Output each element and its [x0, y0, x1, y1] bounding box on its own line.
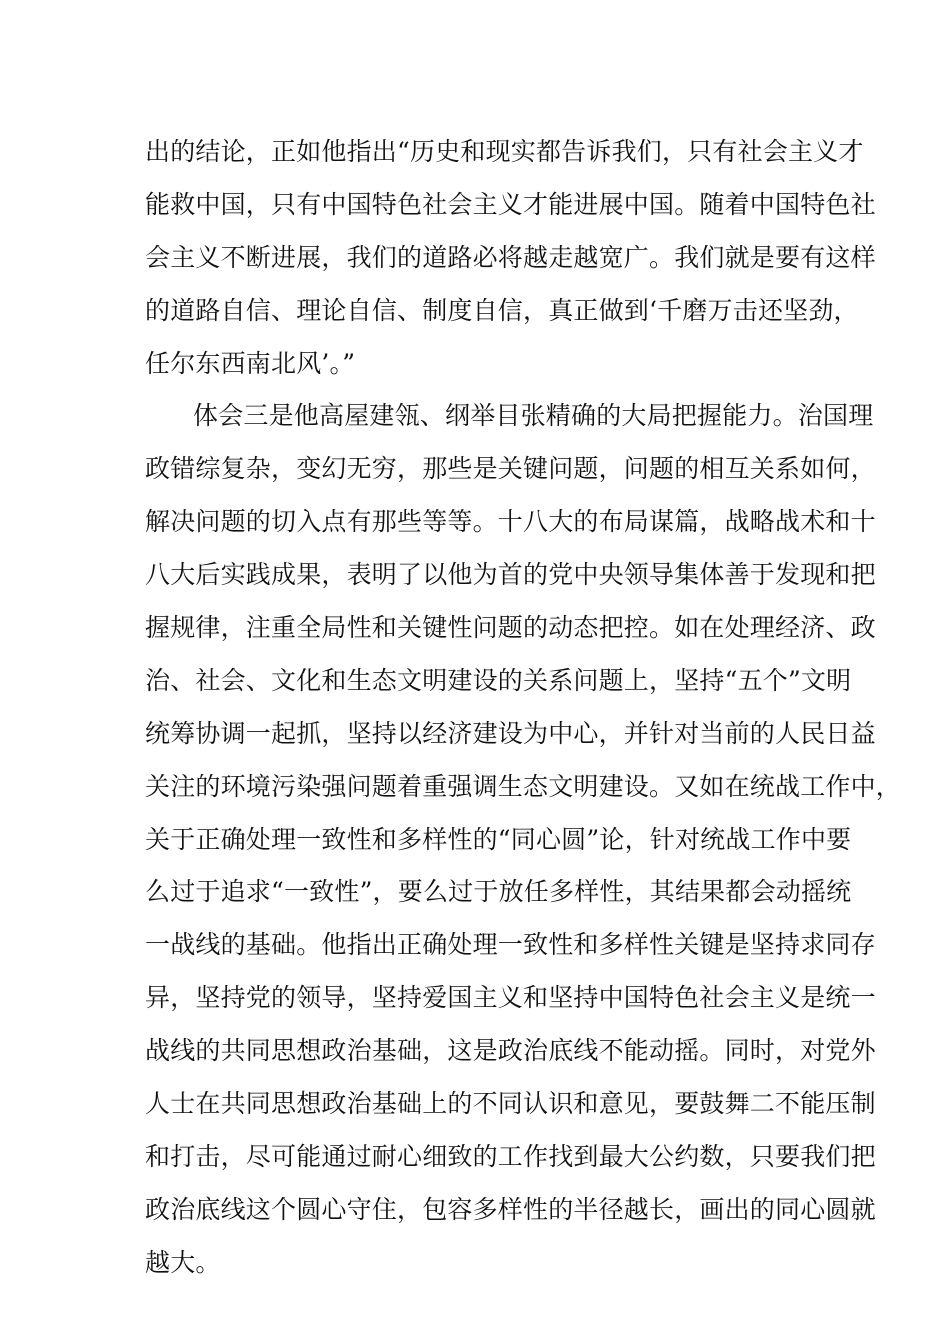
text-line: 一战线的基础。他指出正确处理一致性和多样性关键是坚持求同存: [145, 930, 876, 960]
text-line: 解决问题的切入点有那些等等。十八大的布局谋篇，战略战术和十: [145, 507, 876, 537]
text-line: 和打击，尽可能通过耐心细致的工作找到最大公约数，只要我们把: [145, 1141, 876, 1171]
text-line: 的道路自信、理论自信、制度自信，真正做到‘千磨万击还坚劲，: [145, 295, 859, 325]
body-text: [145, 126, 902, 1290]
text-line: 关注的环境污染强问题着重强调生态文明建设。又如在统战工作中，: [145, 771, 902, 801]
text-line: 会主义不断进展，我们的道路必将越走越宽广。我们就是要有这样: [145, 242, 876, 272]
text-line: 政治底线这个圆心守住，包容多样性的半径越长，画出的同心圆就: [145, 1194, 876, 1224]
text-line: 人士在共同思想政治基础上的不同认识和意见，要鼓舞二不能压制: [145, 1089, 876, 1119]
text-line: 治、社会、文化和生态文明建设的关系问题上，坚持“五个”文明: [145, 665, 852, 695]
text-line: 八大后实践成果，表明了以他为首的党中央领导集体善于发现和把: [145, 560, 876, 590]
text-line: 任尔东西南北风’。”: [145, 348, 356, 378]
text-line: 握规律，注重全局性和关键性问题的动态把控。如在处理经济、政: [145, 613, 876, 643]
text-line: 能救中国，只有中国特色社会主义才能进展中国。随着中国特色社: [145, 189, 876, 219]
text-line: 么过于追求“一致性”，要么过于放任多样性，其结果都会动摇统: [145, 877, 852, 907]
paragraph-start-line: 体会三是他高屋建瓴、纲举目张精确的大局把握能力。治国理: [193, 401, 874, 431]
text-line: 战线的共同思想政治基础，这是政治底线不能动摇。同时，对党外: [145, 1036, 876, 1066]
text-line: 政错综复杂，变幻无穷，那些是关键问题，问题的相互关系如何，: [145, 454, 876, 484]
text-line: 越大。: [145, 1247, 221, 1277]
text-line: 异，坚持党的领导，坚持爱国主义和坚持中国特色社会主义是统一: [145, 983, 876, 1013]
text-line: 出的结论，正如他指出“历史和现实都告诉我们，只有社会主义才: [145, 137, 864, 166]
text-line: 关于正确处理一致性和多样性的“同心圆”论，针对统战工作中要: [145, 824, 852, 854]
text-line: 统筹协调一起抓，坚持以经济建设为中心，并针对当前的人民日益: [145, 718, 876, 748]
